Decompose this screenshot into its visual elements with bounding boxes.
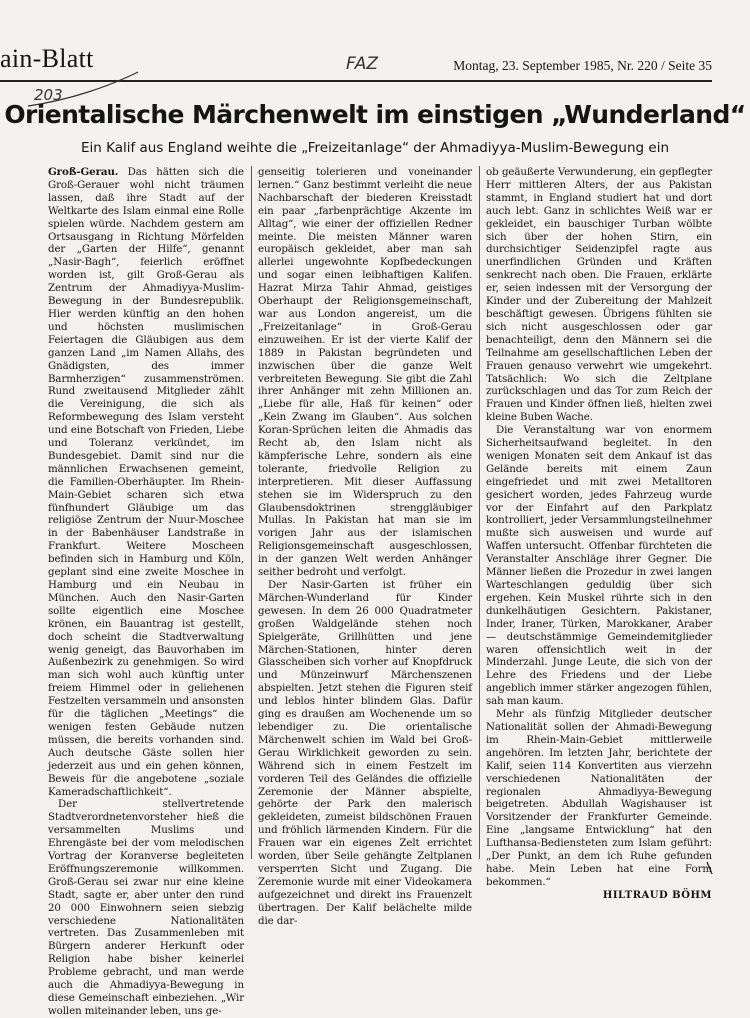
author-byline: HILTRAUD BÖHM	[602, 889, 712, 901]
dateline: Groß-Gerau.	[48, 166, 119, 178]
masthead: ain-Blatt	[0, 44, 94, 73]
article-column-3	[486, 166, 712, 903]
paragraph	[48, 166, 244, 798]
paragraph: Der stellvertretende Stadtverordnetenvorsteher hieß die versammelten Muslims und Ehrengäste bei der vom melodischen Vortrag der Koranverse begleiteten Eröffnungszeremonie willkommen. Groß-Gerau sei zwar nur eine kleine Stadt, sagte er, aber unter den rund 20 000 Einwohnern seien siebzig verschiedene Nationalitäten vertreten. Das Zusammenleben mit Bürgern anderer Herkunft oder Religion habe bisher keinerlei Probleme gebracht, und man werde auch die Ahmadiyya-Bewegung in diese Gemeinschaft einbeziehen. „Wir wollen miteinander leben, uns ge-	[48, 798, 244, 1017]
paragraph: Mehr als fünfzig Mitglieder deutscher Nationalität sollen der Ahmadi-Bewegung im Rhein-Main-Gebiet mittlerweile angehören. Im letzten Jahr, berichtete der Kalif, seien 114 Konvertiten aus vierzehn verschiedenen Nationalitäten der regionalen Ahmadiyya-Bewegung beigetreten. Abdullah Wagishauser ist Vorsitzender der Frankfurter Gemeinde. Eine „langsame Entwicklung“ hat den Lufthansa-Bediensteten zum Islam geführt: „Der Punkt, an dem ich Ruhe gefunden habe. Mein Leben hat eine Form bekommen.“	[486, 708, 712, 888]
handwritten-note-left: 203	[34, 86, 63, 104]
headline: Orientalische Märchenwelt im einstigen „Wunderland“	[4, 100, 746, 129]
paragraph: ob geäußerte Verwunderung, ein gepflegter Herr mittleren Alters, der aus Pakistan stammt, in England studiert hat und dort auch lebt. Ganz in schlichtes Weiß war er gekleidet, ein bauschiger Turban wölbte sich über der hohen Stirn, ein durchsichtiger Seidenzipfel ragte aus unerfindlichen Gründen und Kräften senkrecht nach oben. Die Frauen, erklärte er, seien indessen mit der Versorgung der Kinder und der Zubereitung der Mahlzeit beschäftigt gewesen. Übrigens fühlten sie sich nicht ausgeschlossen oder gar benachteiligt, denn den Männern sei die Teilnahme am gesellschaftlichen Leben der Frauen genauso verwehrt wie umgekehrt. Tatsächlich: Wo sich die Zeltplane zurückschlagen und das Tor zum Reich der Frauen und Kinder öffnen ließ, hielten zwei kleine Buben Wache.	[486, 166, 712, 424]
paragraph: Die Veranstaltung war von enormem Sicherheitsaufwand begleitet. In den wenigen Monaten seit dem Ankauf ist das Gelände bereits mit einem Zaun eingefriedet und mit zwei Metalltoren gesichert worden, jedes Fahrzeug wurde vor der Einfahrt auf den Parkplatz kontrolliert, jeder Versammlungsteilnehmer mußte sich ausweisen und wurde auf Waffen untersucht. Offenbar fürchteten die Veranstalter Anschläge ihrer Gegner. Die Männer ließen die Prozedur in zwei langen Warteschlangen geduldig über sich ergehen. Kein Muskel rührte sich in den dunkelhäutigen Gesichtern. Pakistaner, Inder, Iraner, Türken, Marokkaner, Araber — deutschstämmige Gemeindemitglieder waren offensichtlich weit in der Minderzahl. Junge Leute, die sich von der Lehre des Friedens und der Liebe angeblich immer stärker angezogen fühlen, sah man kaum.	[486, 424, 712, 708]
paragraph: Der Nasir-Garten ist früher ein Märchen-Wunderland für Kinder gewesen. In dem 26 000 Quadratmeter großen Waldgelände stehen noch Spielgeräte, Grillhütten und jene Märchen-Stationen, hinter deren Glasscheiben sich vorher auf Knopfdruck und Münzeinwurf Märchenszenen abspielten. Jetzt stehen die Figuren steif und leblos hinter blindem Glas. Dafür ging es draußen am Wochenende um so lebendiger zu. Die orientalische Märchenwelt schien im Wald bei Groß-Gerau Wirklichkeit geworden zu sein. Während sich in einem Festzelt im vorderen Teil des Geländes die offizielle Zeremonie der Männer abspielte, gehörte der Park den malerisch gekleideten, zumeist bildschönen Frauen und fröhlich lärmenden Kindern. Für die Frauen war ein eigenes Zelt errichtet worden, über Seile gehängte Zeltplanen versperrten Sicht und Zugang. Die Zeremonie wurde mit einer Videokamera aufgezeichnet und direkt ins Frauenzelt übertragen. Der Kalif belächelte milde die dar-	[258, 579, 472, 927]
column-divider-2	[479, 166, 480, 859]
column-divider-1	[251, 166, 252, 859]
article-column-1	[48, 166, 244, 1018]
paragraph-text: Das hätten sich die Groß-Gerauer wohl nicht träumen lassen, daß ihre Stadt auf der Weltkarte des Islam einmal eine Rolle spielen würde. Nachdem gestern am Ortsausgang in Richtung Mörfelden der „Garten der Hilfe“, genannt „Nasir-Bagh“, feierlich eröffnet worden ist, gilt Groß-Gerau als Zentrum der Ahmadiyya-Muslim-Bewegung in der Bundesrepublik. Hier werden künftig an den hohen und höchsten muslimischen Feiertagen die Gläubigen aus dem ganzen Land „im Namen Allahs, des Gnädigsten, des immer Barmherzigen“ zusammenströmen. Rund zweitausend Mitglieder zählt die Vereinigung, die sich als Reformbewegung des Islam versteht und eine Botschaft von Frieden, Liebe und Toleranz verkündet, im Bundesgebiet. Damit sind nur die männlichen Erwachsenen gemeint, die Familien-Oberhäupter. Im Rhein-Main-Gebiet scharen sich etwa fünfhundert Gläubige um das religiöse Zentrum der Nuur-Moschee in der Babenhäuser Landstraße in Frankfurt. Weitere Moscheen befinden sich in Hamburg und Köln, geplant sind eine zweite Moschee in Hamburg und ein Neubau in München. Auch den Nasir-Garten sollte eigentlich eine Moschee krönen, ein Bauantrag ist gestellt, doch scheint die Stadtverwaltung wenig geneigt, das Bauvorhaben im Außenbezirk zu genehmigen. So wird man sich wohl auch künftig unter freiem Himmel oder in geliehenen Festzelten versammeln und ansonsten für die täglichen „Meetings“ die wenigen festen Gebäude nutzen müssen, die bereits vorhanden sind. Auch deutsche Gäste sollen hier jederzeit aus und ein gehen können, Beweis für die angebotene „soziale Kameradschaftlichkeit“.	[48, 166, 244, 798]
article-column-2	[258, 166, 472, 927]
subheadline: Ein Kalif aus England weihte die „Freizeitanlage“ der Ahmadiyya-Muslim-Bewegung ein	[80, 140, 670, 156]
paragraph: genseitig tolerieren und voneinander lernen.“ Ganz bestimmt verleiht die neue Nachbarschaft der biederen Kreisstadt ein paar „farbenprächtige Akzente im Alltag“, wie einer der offiziellen Redner meinte. Die meisten Männer waren europäisch gekleidet, aber man sah allerlei ungewohnte Kopfbedeckungen und sogar einen leibhaftigen Kalifen. Hazrat Mirza Tahir Ahmad, geistiges Oberhaupt der Religionsgemeinschaft, war aus London angereist, um die „Freizeitanlage“ in Groß-Gerau einzuweihen. Er ist der vierte Kalif der 1889 in Pakistan begründeten und inzwischen über die ganze Welt verbreiteten Bewegung. Sie gibt die Zahl ihrer Anhänger mit zehn Millionen an. „Liebe für alle, Haß für keinen“ oder „Kein Zwang im Glauben“. Aus solchen Koran-Sprüchen leiten die Ahmadis das Recht ab, den Islam nicht als kämpferische Lehre, sondern als eine tolerante, friedvolle Religion zu interpretieren. Mit dieser Auffassung stehen sie im Widerspruch zu den Glaubensdoktrinen strenggläubiger Mullas. In Pakistan hat man sie im vorigen Jahr aus der islamischen Religionsgemeinschaft ausgeschlossen, in der ganzen Welt werden Anhänger seither bedroht und verfolgt.	[258, 166, 472, 579]
issue-date-info: Montag, 23. September 1985, Nr. 220 / Seite 35	[453, 58, 712, 73]
handwritten-note-top: FAZ	[346, 54, 379, 74]
